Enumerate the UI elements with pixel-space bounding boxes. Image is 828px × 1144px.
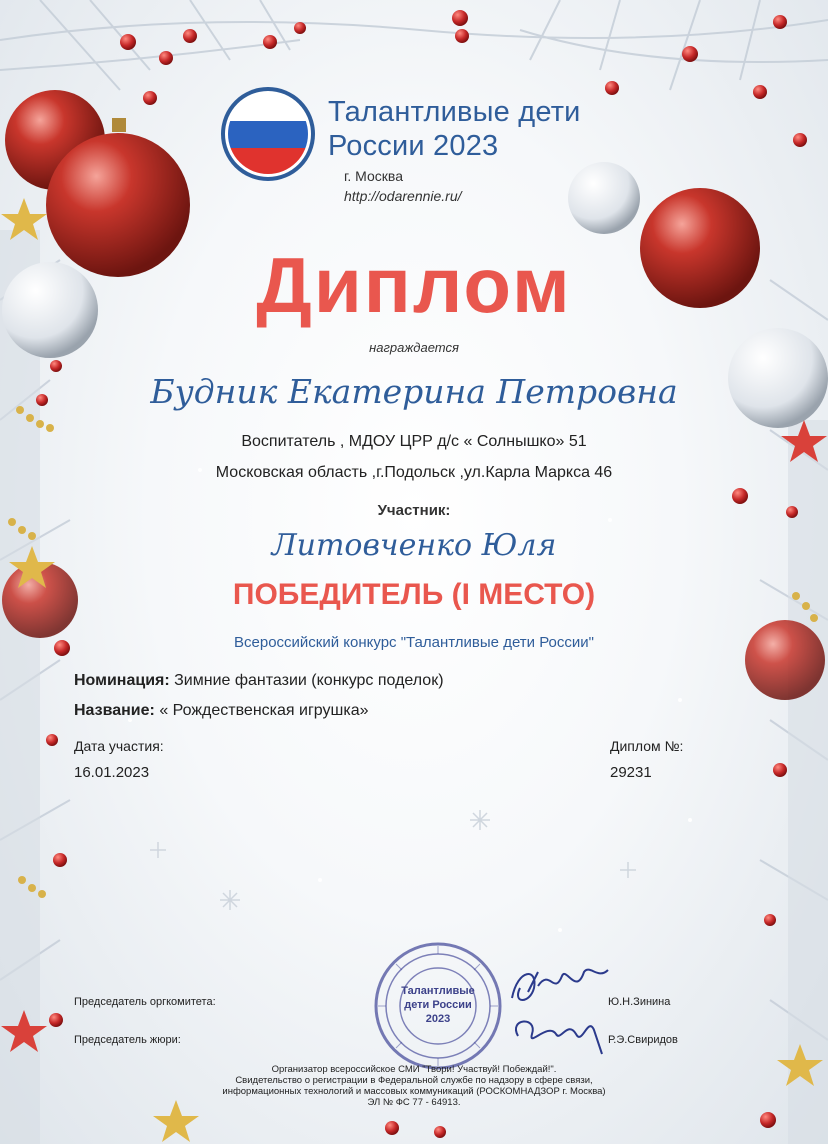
- nomination-value: Зимние фантазии (конкурс поделок): [174, 672, 444, 689]
- work-name-row: [74, 702, 369, 720]
- footer-line-2: Свидетельство о регистрации в Федеральной службе по надзору в сфере связи,: [235, 1075, 593, 1086]
- footer-line-1: Организатор всероссийское СМИ "Твори! Участвуй! Побеждай!".: [271, 1064, 557, 1075]
- stamp-text-line-3: 2023: [425, 1013, 451, 1025]
- recipient-position: Воспитатель , МДОУ ЦРР д/с « Солнышко» 51: [241, 433, 587, 450]
- footer-line-4: ЭЛ № ФС 77 - 64913.: [367, 1097, 461, 1108]
- logo-city: г. Москва: [344, 168, 403, 184]
- recipient-address: Московская область ,г.Подольск ,ул.Карла Маркса 46: [215, 464, 613, 481]
- chairman-jury-name: Р.Э.Свиридов: [608, 1034, 678, 1046]
- diploma-number: 29231: [610, 764, 652, 781]
- diploma-number-label: Диплом №:: [610, 738, 684, 754]
- logo-title-line-2: России 2023: [328, 130, 499, 162]
- chairman-org-label: Председатель оргкомитета:: [74, 996, 216, 1008]
- participant-name: Литовченко Юля: [271, 528, 557, 563]
- nomination-label: Номинация:: [74, 672, 170, 689]
- date-label: Дата участия:: [74, 738, 164, 754]
- stamp-text-line-2: дети России: [404, 999, 472, 1011]
- russia-flag-logo-icon: [218, 84, 318, 184]
- stamp-text-line-1: Талантливые: [401, 985, 475, 997]
- handwritten-signatures: [498, 958, 618, 1058]
- result-place: ПОБЕДИТЕЛЬ (I МЕСТО): [232, 578, 596, 611]
- participant-label: Участник:: [377, 502, 451, 519]
- logo-url-link[interactable]: http://odarennie.ru/: [344, 188, 462, 204]
- diploma-title: Диплом: [256, 241, 572, 329]
- chairman-org-name: Ю.Н.Зинина: [608, 996, 671, 1008]
- official-stamp: [372, 940, 504, 1072]
- footer-legal: [0, 1064, 828, 1108]
- footer-line-3: информационных технологий и массовых коммуникаций (РОСКОМНАДЗОР г. Москва): [222, 1086, 606, 1097]
- recipient-name: Будник Екатерина Петровна: [150, 372, 678, 411]
- nomination-row: [74, 672, 444, 690]
- work-name-label: Название:: [74, 702, 155, 719]
- awarded-label: награждается: [369, 340, 459, 355]
- logo-title-line-1: Талантливые дети: [328, 96, 581, 128]
- contest-name: Всероссийский конкурс "Талантливые дети России": [234, 634, 594, 651]
- participation-date: 16.01.2023: [74, 764, 150, 781]
- work-name-value: « Рождественская игрушка»: [159, 702, 369, 719]
- chairman-jury-label: Председатель жюри:: [74, 1034, 181, 1046]
